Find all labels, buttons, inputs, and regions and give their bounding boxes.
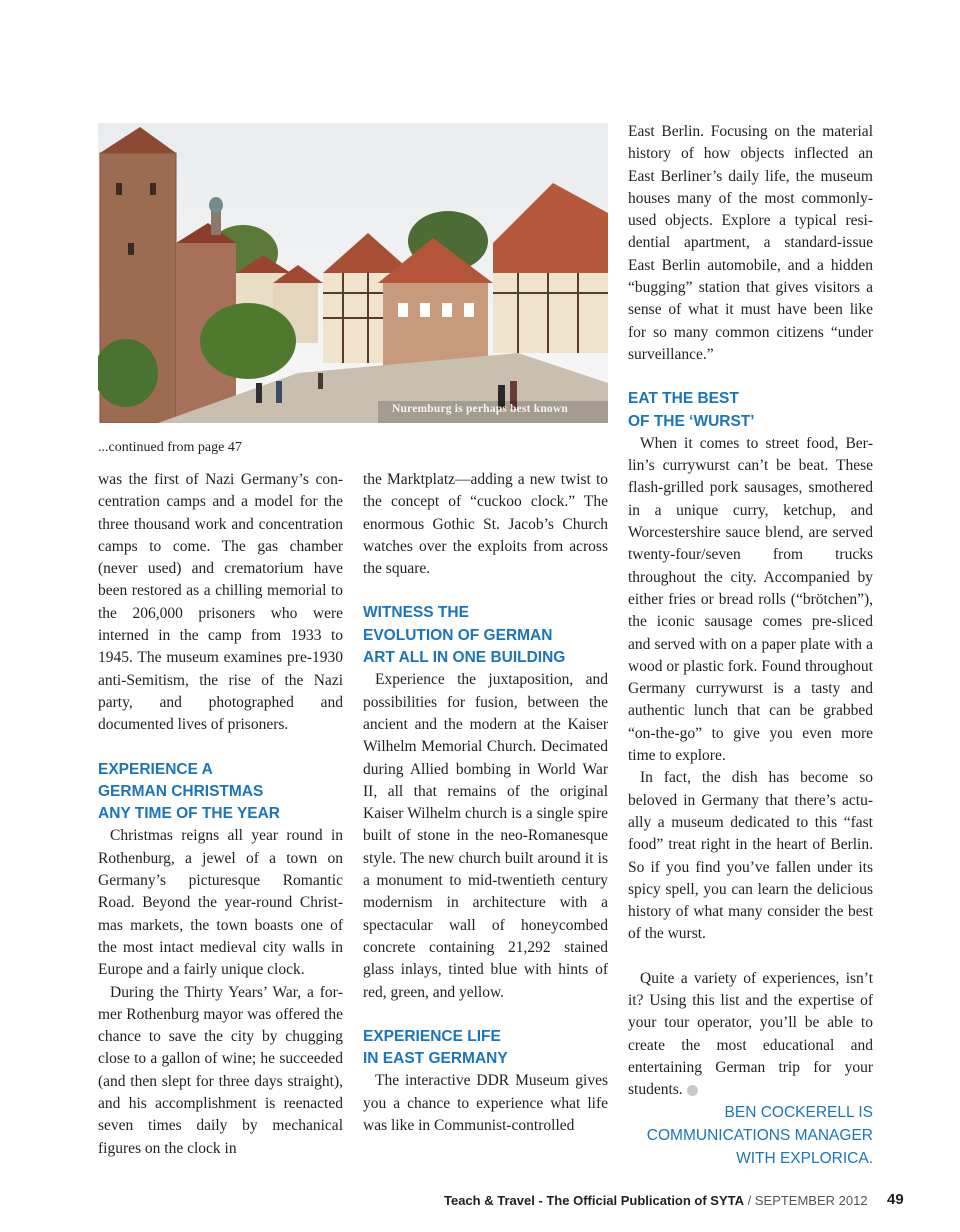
paragraph: was the first of Nazi Germany’s concentration camps and a model for the three thousand work and concentration camps to come. The gas chamber (never used) and crematorium have been restored as a chilling memorial to the 206,000 prisoners who were interned in the camp from 1933 to 1945. The museum examines pre-1930 anti-Semitism, the rise of the Nazi party, and photographed and documented lives of prisoners. <box>98 471 343 734</box>
issue-date: / SEPTEMBER 2012 <box>744 1193 868 1208</box>
paragraph: The interactive DDR Museum gives you a chance to experience what life was like in Communist-controlled <box>363 1072 608 1135</box>
photo-caption: Nuremburg is perhaps best known <box>392 403 568 415</box>
continued-note: ...continued from page 47 <box>98 440 242 455</box>
closing-paragraph: Quite a variety of experiences, isn’t it? Using this list and the expertise of your tour operator, you’ll be able to create the most educational and entertaining German trip for your students. <box>628 969 873 1099</box>
section-heading: EXPERIENCE LIFE IN EAST GERMANY <box>363 1027 508 1068</box>
paragraph: During the Thirty Years’ War, a former Rothenburg mayor was offered the chance to save the city by chugging close to a gallon of wine; he succeeded (and then slept for three days straight), and his accomplishment is reenacted seven times daily by mechanical figures on the clock in <box>98 983 343 1157</box>
publication-name: Teach & Travel - The Official Publication of SYTA <box>444 1193 745 1208</box>
section-heading: WITNESS THE EVOLUTION OF GERMAN ART ALL IN ONE BUILDING <box>363 604 566 667</box>
article-photo <box>98 123 608 423</box>
section-heading: EXPERIENCE A GERMAN CHRISTMAS ANY TIME OF THE YEAR <box>98 760 281 823</box>
end-of-article-icon <box>687 1085 698 1096</box>
page-footer <box>444 1193 868 1208</box>
paragraph: Christmas reigns all year round in Rothenburg, a jewel of a town on Germany’s picturesque Romantic Road. Beyond the year-round Christmas markets, the town boasts one of the most intact medieval city walls in Europe and a fairly unique clock. <box>98 827 343 979</box>
column-2 <box>363 469 608 1137</box>
section-heading: EAT THE BEST OF THE ‘WURST’ <box>628 390 755 430</box>
paragraph: East Berlin. Focusing on the material history of how objects inflected an East Berliner’s daily life, the museum houses many of the most commonly-used objects. Explore a typical residential apartment, a standard-issue East Berlin automobile, and a hidden “bugging” station that gives visitors a sense of what it must have been like for so many common citizens “under surveillance.” <box>628 123 873 363</box>
paragraph: Experience the juxtaposition, and possibilities for fusion, between the ancient and the modern at the Kaiser Wilhelm Memorial Church. Decimated during Allied bombing in World War II, all that remains of the original Kaiser Wilhelm church is a single spire built of stone in the neo-Romanesque style. The new church built around it is a monument to mid-twentieth century modernism in architecture with a spectacular wall of honeycombed concrete containing 21,292 stained glass inlays, tinted blue with hints of red, green, and yellow. <box>363 671 608 1001</box>
paragraph: the Marktplatz—adding a new twist to the concept of “cuckoo clock.” The enormous Gothic St. Jacob’s Church watches over the exploits from across the square. <box>363 471 608 578</box>
paragraph: When it comes to street food, Berlin’s currywurst can’t be beat. These flash-grilled pork sausages, smothered in a unique curry, ketchup, and Worcestershire sauce blend, are served twenty-four/seven from trucks throughout the city. Accompanied by either fries or bread rolls (“brötchen”), the iconic sausage comes pre-sliced and served with on a paper plate with a wood or plastic fork. Found throughout Germany currywurst is a tasty and authentic lunch that can be grabbed “on-the-go” to give you even more time to explore. <box>628 434 873 765</box>
author-byline: BEN COCKERELL IS COMMUNICATIONS MANAGER WITH EXPLORICA. <box>646 1104 873 1168</box>
nuremberg-castle-illustration <box>98 123 608 423</box>
column-3 <box>628 121 873 1170</box>
column-1 <box>98 469 343 1160</box>
page-number: 49 <box>887 1191 904 1208</box>
paragraph: In fact, the dish has become so beloved in Germany that there’s actually a museum dedicated to this “fast food” treat right in the heart of Berlin. So if you find you’ve fallen under its spicy spell, you can learn the delicious history of what many consider the best of the wurst. <box>628 769 873 943</box>
